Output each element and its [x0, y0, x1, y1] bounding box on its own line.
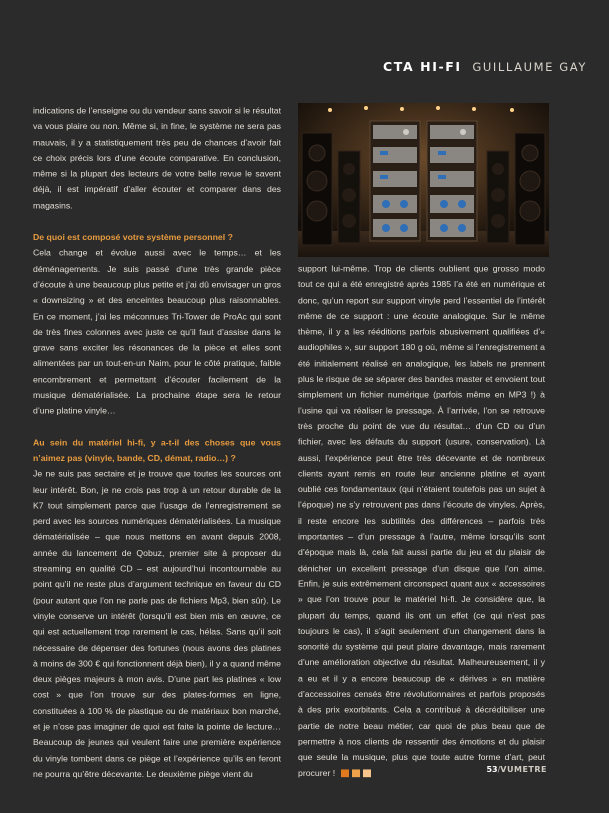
magazine-name: VUMETRE [500, 765, 547, 774]
right-column [298, 261, 545, 782]
hifi-rack-illustration [298, 103, 549, 257]
paragraph: Cela change et évolue aussi avec le temps… et les déménagements. Je suis passé d’une très grande pièce d’écoute à une beaucoup plus petite et j’ai dû envisager un gros « downsizing » et des enceintes beaucoup plus raisonnables. En ce moment, j’ai les méconnues Tri-Tower de ProAc qui sont de très fines colonnes avec juste ce qu’il faut d’assise dans le grave sans exciter les résonances de la pièce et elles sont alimentées par un tout-en-un Naim, pour le côté pratique, faible encombrement et permettant d’écouter facilement de la musique dématérialisée. La prochaine étape sera le retour d’une platine vinyle… [33, 247, 281, 416]
end-square-3 [363, 769, 371, 777]
section-brand: CTA HI-FI [383, 59, 462, 74]
paragraph: support lui-même. Trop de clients oublient que grosso modo tout ce qui a été enregistré après 1985 l’a été en numérique et donc, qu’un report sur support vinyle perd l’essentiel de l’intérêt même de ce support : une écoute analogique. Sur le même thème, il y a les rééditions parfois abusivement qualifiées d’« audiophiles », sur support 180 g où, même si l’enregistrement a été initialement réalisé en analogique, les labels ne prennent plus le risque de se séparer des bandes master et envoient tout simplement un fichier numérique (parfois même en MP3 !) à l’usine qui va réaliser le pressage. À l’arrivée, l’on se retrouve très proche du point de vue du résultat… d’un CD ou d’un fichier, avec les défauts du support (usure, conservation). Là aussi, l’expérience peut être très décevante et de nombreux clients ayant remis en route leur ancienne platine et ayant oublié ces fondamentaux (qui n’étaient toutefois pas un sujet à l’époque) ne s’y retrouvent pas dans l’écoute de vinyles. Après, il reste encore les subtilités des différences – parfois très importantes – d’un pressage à l’autre, même lorsqu’ils sont d’époque mais là, cela fait aussi partie du jeu et du plaisir de dénicher un excellent pressage d’un disque que l’on aime. Enfin, je suis extrêmement circonspect quant aux « accessoires » que l’on trouve pour le matériel hi-fi. Je considère que, la plupart du temps, quand ils ont un effet (ce qui n’est pas toujours le cas), il s’agit seulement d’un changement dans la sonorité du système qui peut plaire davantage, mais rarement d’une amélioration objective du résultat. Malheureusement, il y a eu et il y a encore beaucoup de « dérives » en matière d’accessoires censés être révolutionnaires et parfois proposés à des prix exorbitants. Cela a contribué à décrédibiliser une partie de notre beau métier, car quoi de plus beau que de permettre à nos clients de ressentir des émotions et du plaisir que seule la musique, plus que toute autre forme d’art, peut procurer ! [298, 263, 545, 778]
footer-separator: / [497, 765, 501, 774]
end-of-article-marks [338, 766, 371, 782]
end-square-1 [341, 769, 349, 777]
paragraph: Je ne suis pas sectaire et je trouve que toutes les sources ont leur intérêt. Bon, je ne crois pas trop à un retour durable de la K7 tout simplement parce que l’usage de l’enregistrement se perd avec les sources numériques dématérialisées. La musique dématérialisée – que nous mettons en avant depuis 2008, année du lancement de Qobuz, premier site à proposer du streaming en qualité CD – est aujourd’hui incontournable au point qu’il ne reste plus d’argument technique en faveur du CD (pour autant que l’on ne parle pas de fichiers Mp3, bien sûr). Le vinyle conserve un intérêt (lorsqu’il est bien mis en œuvre, ce qui est actuellement trop rarement le cas, hélas. Sans qu’il soit nécessaire de dépenser des fortunes (nous avons des platines à moins de 300 € qui fonctionnent déjà bien), il y a quand même deux pièges majeurs à mon avis. D’une part les platines « low cost » que l’on trouve sur des plates-formes en ligne, constituées à 100 % de plastique ou de matériaux bon marché, et je n’ose pas imaginer de quoi est faite la pointe de lecture… Beaucoup de jeunes qui veulent faire une première expérience du vinyle tombent dans ce piège et l’expérience qu’ils en feront ne pourra qu’être décevante. Le deuxième piège vient du [33, 468, 281, 779]
author-name: GUILLAUME GAY [472, 60, 587, 74]
page-footer [486, 765, 547, 774]
hifi-system-photo [298, 103, 549, 257]
end-square-2 [352, 769, 360, 777]
left-column [33, 103, 281, 782]
paragraph: indications de l’enseigne ou du vendeur sans savoir si le résultat va vous plaire ou non. Même si, in fine, le système ne sera pas mauvais, il y a statistiquement très peu de chances d’avoir fait ce choix précis lors d’une écoute comparative. En conclusion, même si la plupart des lecteurs de votre belle revue le savent déjà, il est impératif d’aller écouter et comparer dans des magasins. [33, 105, 281, 211]
page-number: 53 [486, 765, 498, 774]
paragraph-with-end-mark [298, 261, 545, 782]
interview-question: Au sein du matériel hi-fi, y a-t-il des choses que vous n’aimez pas (vinyle, bande, CD, démat, radio…) ? [33, 437, 281, 463]
interview-question: De quoi est composé votre système personnel ? [33, 232, 233, 242]
section-header [383, 56, 587, 75]
